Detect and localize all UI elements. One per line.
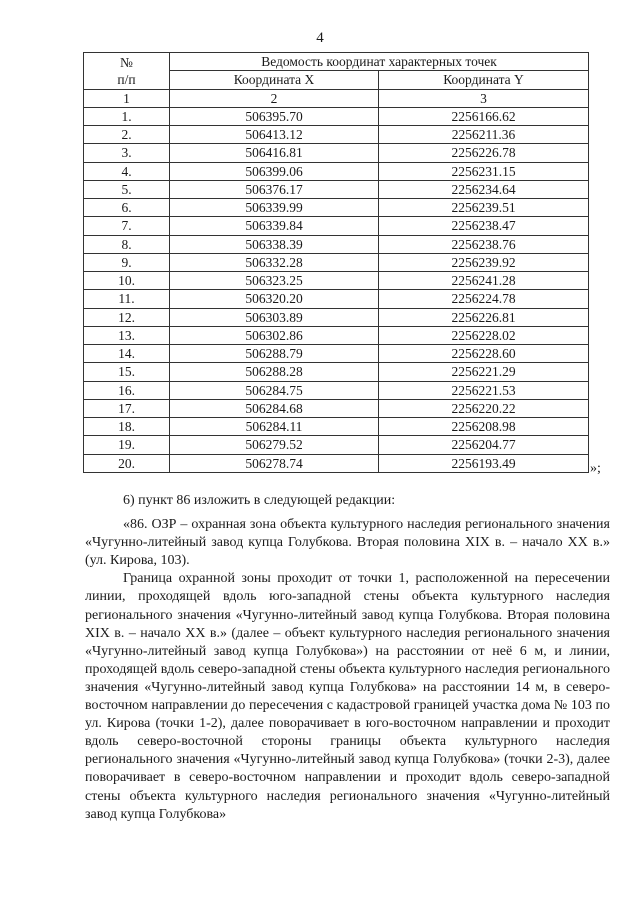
table-row	[84, 418, 589, 436]
table-row	[84, 272, 589, 290]
coord-x-cell: 506416.81	[170, 144, 379, 162]
index-cell: 3	[379, 89, 589, 107]
coord-y-cell: 2256226.81	[379, 308, 589, 326]
point-number-cell: 12.	[84, 308, 170, 326]
coord-y-cell: 2256193.49	[379, 454, 589, 472]
point-number-cell: 11.	[84, 290, 170, 308]
coord-y-cell: 2256226.78	[379, 144, 589, 162]
table-row	[84, 253, 589, 271]
coord-y-cell: 2256211.36	[379, 126, 589, 144]
coord-y-cell: 2256204.77	[379, 436, 589, 454]
coord-x-cell: 506376.17	[170, 180, 379, 198]
coord-x-cell: 506302.86	[170, 326, 379, 344]
coordinates-table	[83, 52, 589, 473]
table-row	[84, 126, 589, 144]
table-row	[84, 235, 589, 253]
coord-y-cell: 2256241.28	[379, 272, 589, 290]
point-number-cell: 3.	[84, 144, 170, 162]
point-number-cell: 5.	[84, 180, 170, 198]
coord-x-cell: 506339.99	[170, 199, 379, 217]
coord-x-cell: 506338.39	[170, 235, 379, 253]
coord-y-cell: 2256221.29	[379, 363, 589, 381]
coord-y-cell: 2256239.92	[379, 253, 589, 271]
coord-y-cell: 2256231.15	[379, 162, 589, 180]
point-number-cell: 1.	[84, 107, 170, 125]
coord-x-cell: 506284.68	[170, 399, 379, 417]
index-cell: 1	[84, 89, 170, 107]
point-number-cell: 17.	[84, 399, 170, 417]
point-number-cell: 6.	[84, 199, 170, 217]
coord-x-cell: 506332.28	[170, 253, 379, 271]
body-text	[85, 492, 610, 824]
header-number-cell	[84, 53, 170, 90]
point-number-cell: 15.	[84, 363, 170, 381]
coord-x-cell: 506395.70	[170, 107, 379, 125]
coord-y-cell: 2256238.76	[379, 235, 589, 253]
point-number-cell: 4.	[84, 162, 170, 180]
coord-y-cell: 2256208.98	[379, 418, 589, 436]
point-number-cell: 20.	[84, 454, 170, 472]
page-number: 4	[316, 30, 324, 46]
table-row	[84, 436, 589, 454]
coord-x-cell: 506413.12	[170, 126, 379, 144]
point-number-cell: 16.	[84, 381, 170, 399]
point-number-cell: 19.	[84, 436, 170, 454]
coord-x-cell: 506320.20	[170, 290, 379, 308]
header-col-y: Координата Y	[379, 71, 589, 89]
table-row	[84, 326, 589, 344]
table-row	[84, 217, 589, 235]
coord-y-cell: 2256220.22	[379, 399, 589, 417]
header-number-line2: п/п	[117, 71, 136, 87]
coord-y-cell: 2256221.53	[379, 381, 589, 399]
point-number-cell: 14.	[84, 345, 170, 363]
table-row	[84, 162, 589, 180]
table-row	[84, 144, 589, 162]
index-cell: 2	[170, 89, 379, 107]
coord-x-cell: 506284.11	[170, 418, 379, 436]
table-header-row	[84, 53, 589, 71]
paragraph-zone-title: «86. ОЗР – охранная зона объекта культурного наследия регионального значения «Чугунно-литейный завод купца Голубкова. Вторая половина XIX в. – начало XX в.» (ул. Кирова, 103).	[85, 517, 610, 569]
coord-y-cell: 2256228.60	[379, 345, 589, 363]
header-group-cell: Ведомость координат характерных точек	[170, 53, 589, 71]
paragraph-amendment: 6) пункт 86 изложить в следующей редакции:	[123, 493, 396, 508]
header-number-line1: №	[120, 54, 133, 70]
coord-y-cell: 2256166.62	[379, 107, 589, 125]
coord-x-cell: 506278.74	[170, 454, 379, 472]
table-index-row	[84, 89, 589, 107]
table-row	[84, 381, 589, 399]
point-number-cell: 9.	[84, 253, 170, 271]
table-row	[84, 107, 589, 125]
coord-x-cell: 506288.28	[170, 363, 379, 381]
table-row	[84, 199, 589, 217]
table-row	[84, 345, 589, 363]
closing-quote-mark: »;	[590, 461, 601, 476]
coord-y-cell: 2256224.78	[379, 290, 589, 308]
coord-x-cell: 506399.06	[170, 162, 379, 180]
table-row	[84, 454, 589, 472]
coord-x-cell: 506284.75	[170, 381, 379, 399]
point-number-cell: 8.	[84, 235, 170, 253]
header-col-x: Координата X	[170, 71, 379, 89]
point-number-cell: 2.	[84, 126, 170, 144]
table-row	[84, 290, 589, 308]
table-row	[84, 308, 589, 326]
table-row	[84, 180, 589, 198]
point-number-cell: 10.	[84, 272, 170, 290]
coord-x-cell: 506288.79	[170, 345, 379, 363]
coord-x-cell: 506279.52	[170, 436, 379, 454]
table-row	[84, 363, 589, 381]
point-number-cell: 7.	[84, 217, 170, 235]
coord-x-cell: 506303.89	[170, 308, 379, 326]
point-number-cell: 13.	[84, 326, 170, 344]
table-row	[84, 399, 589, 417]
coord-y-cell: 2256239.51	[379, 199, 589, 217]
coord-y-cell: 2256228.02	[379, 326, 589, 344]
paragraph-boundary-description: Граница охранной зоны проходит от точки 1, расположенной на пересечении линии, проходящей вдоль юго-западной стены объекта культурного наследия регионального значения «Чугунно-литейный завод купца Голубкова. Вторая половина XIX в. – начало XX в.» (далее – объект культурного наследия регионального значения «Чугунно-литейный завод купца Голубкова») на расстоянии от неё 6 м, и линии, проходящей вдоль северо-западной стены объекта культурного наследия регионального значения «Чугунно-литейный завод купца Голубкова» на расстоянии 14 м, в северо-восточном направлении до пересечения с кадастровой границей участка дома № 103 по ул. Кирова (точки 1-2), далее поворачивает в юго-восточном направлении и проходит вдоль северо-восточной стороны границы объекта культурного наследия регионального значения «Чугунно-литейный завод купца Голубкова» (точки 2-3), далее поворачивает в северо-восточном направлении и проходит вдоль северо-западной стены объекта культурного наследия регионального значения «Чугунно-литейный завод купца Голубкова»	[85, 571, 610, 822]
coord-y-cell: 2256234.64	[379, 180, 589, 198]
point-number-cell: 18.	[84, 418, 170, 436]
coord-y-cell: 2256238.47	[379, 217, 589, 235]
coord-x-cell: 506339.84	[170, 217, 379, 235]
coord-x-cell: 506323.25	[170, 272, 379, 290]
